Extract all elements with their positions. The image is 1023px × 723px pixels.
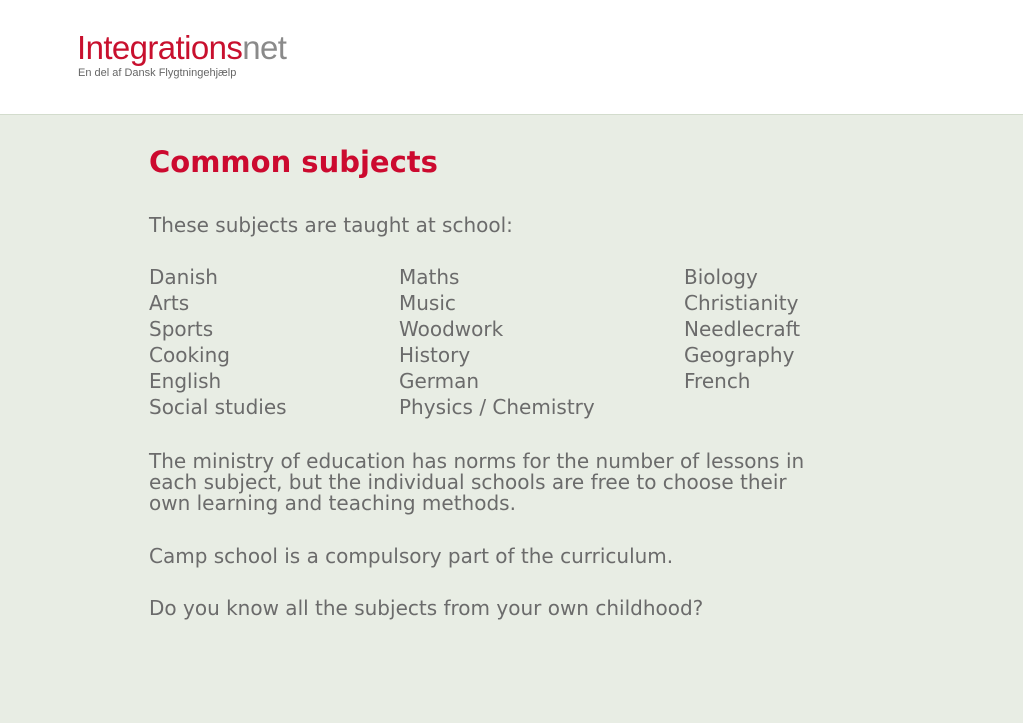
subject-item: French — [684, 369, 751, 393]
ministry-paragraph — [149, 451, 909, 514]
logo-tagline: En del af Dansk Flygtningehjælp — [78, 67, 237, 79]
question-paragraph: Do you know all the subjects from your own childhood? — [149, 596, 704, 620]
subject-item: History — [399, 343, 471, 367]
integrationsnet-logo[interactable] — [77, 30, 286, 79]
camp-school-paragraph: Camp school is a compulsory part of the curriculum. — [149, 544, 674, 568]
subject-item: Woodwork — [399, 317, 504, 341]
subject-item: Maths — [399, 265, 460, 289]
subject-item: Needlecraft — [684, 317, 801, 341]
logo-word-red: Integrations — [77, 29, 243, 66]
paragraph-line: The ministry of education has norms for the number of lessons in — [149, 449, 805, 473]
subjects-column-2 — [399, 264, 595, 420]
subject-item: Sports — [149, 317, 214, 341]
subject-item: Physics / Chemistry — [399, 395, 595, 419]
logo-word-gray: net — [242, 29, 287, 66]
subject-item: Biology — [684, 265, 758, 289]
subject-item: Music — [399, 291, 456, 315]
content-panel — [0, 114, 1023, 723]
subject-item: English — [149, 369, 222, 393]
subjects-column-3 — [684, 264, 800, 394]
subject-item: Social studies — [149, 395, 287, 419]
subject-item: Danish — [149, 265, 218, 289]
paragraph-line: each subject, but the individual schools are free to choose their — [149, 470, 787, 494]
subject-item: Christianity — [684, 291, 799, 315]
intro-text: These subjects are taught at school: — [149, 213, 513, 237]
subject-item: German — [399, 369, 480, 393]
subject-item: Arts — [149, 291, 190, 315]
subject-item: Geography — [684, 343, 795, 367]
slide-title: Common subjects — [149, 145, 438, 179]
subjects-column-1 — [149, 264, 287, 420]
header — [0, 0, 1023, 114]
logo-wordmark — [77, 30, 286, 66]
paragraph-line: own learning and teaching methods. — [149, 491, 516, 515]
subject-item: Cooking — [149, 343, 230, 367]
